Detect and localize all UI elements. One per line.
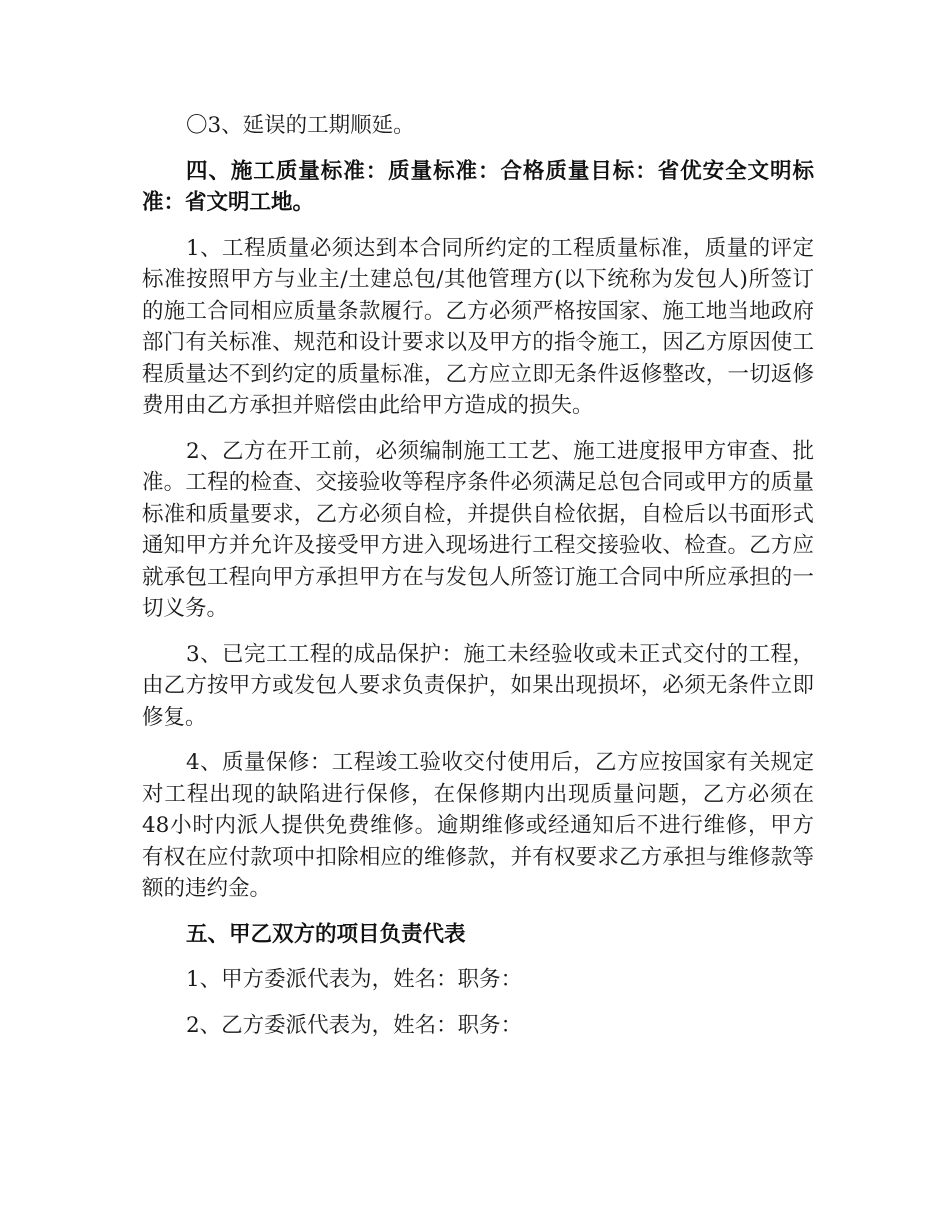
- paragraph-delay-extension: 〇3、延误的工期顺延。: [186, 113, 415, 138]
- document-body: [142, 110, 814, 1055]
- paragraph-party-a-representative: 1、甲方委派代表为，姓名：职务：: [186, 967, 523, 992]
- paragraph-quality-clause-4: 4、质量保修：工程竣工验收交付使用后，乙方应按国家有关规定对工程出现的缺陷进行保修，在保修期内出现质量问题，乙方必须在48小时内派人提供免费维修。逾期维修或经通知后不进行维修，甲方有权在应付款项中扣除相应的维修款，并有权要求乙方承担与维修款等额的违约金。: [142, 750, 814, 901]
- paragraph-quality-clause-3: 3、已完工工程的成品保护：施工未经验收或未正式交付的工程，由乙方按甲方或发包人要求负责保护，如果出现损坏，必须无条件立即修复。: [142, 641, 814, 730]
- paragraph-quality-clause-2: 2、乙方在开工前，必须编制施工工艺、施工进度报甲方审查、批准。工程的检查、交接验收等程序条件必须满足总包合同或甲方的质量标准和质量要求，乙方必须自检，并提供自检依据，自检后以书面形式通知甲方并允许及接受甲方进入现场进行工程交接验收、检查。乙方应就承包工程向甲方承担甲方在与发包人所签订施工合同中所应承担的一切义务。: [142, 438, 814, 621]
- section-heading-quality-standard: 四、施工质量标准：质量标准：合格质量目标：省优安全文明标准：省文明工地。: [142, 158, 814, 215]
- paragraph-party-b-representative: 2、乙方委派代表为，姓名：职务：: [186, 1012, 523, 1038]
- section-heading-representatives: 五、甲乙双方的项目负责代表: [186, 921, 466, 947]
- paragraph-quality-clause-1: 1、工程质量必须达到本合同所约定的工程质量标准，质量的评定标准按照甲方与业主/土建总包/其他管理方(以下统称为发包人)所签订的施工合同相应质量条款履行。乙方必须严格按国家、施工地当地政府部门有关标准、规范和设计要求以及甲方的指令施工，因乙方原因使工程质量达不到约定的质量标准，乙方应立即无条件返修整改，一切返修费用由乙方承担并赔偿由此给甲方造成的损失。: [142, 235, 814, 418]
